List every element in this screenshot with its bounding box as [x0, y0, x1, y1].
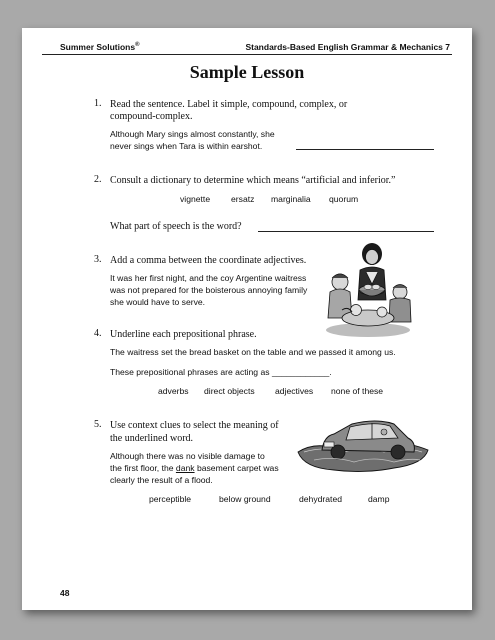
question-5-option-1[interactable]: perceptible [149, 494, 192, 504]
question-3-sentence-line-2: was not prepared for the boisterous annoying family [110, 285, 308, 295]
header-divider [42, 54, 452, 55]
worksheet-page [22, 28, 472, 610]
page-number: 48 [60, 588, 70, 598]
question-1-prompt-line-2: compound-complex. [110, 111, 193, 122]
question-5-prompt-line-1: Use context clues to select the meaning of [110, 420, 279, 431]
question-5-option-4[interactable]: damp [368, 494, 390, 504]
waitress-serving-family-illustration [322, 240, 414, 338]
question-2-option-2[interactable]: ersatz [231, 194, 255, 204]
question-4-option-4[interactable]: none of these [331, 386, 384, 396]
question-2-number: 2. [94, 174, 102, 185]
question-5-option-3[interactable]: dehydrated [299, 494, 343, 504]
question-1-sentence-line-1: Although Mary sings almost constantly, she [110, 129, 275, 139]
question-5-sentence-line-1: Although there was no visible damage to [110, 451, 265, 461]
question-5-sentence-line-3: clearly the result of a flood. [110, 475, 213, 485]
question-2-followup: What part of speech is the word? [110, 221, 242, 232]
question-4-option-2[interactable]: direct objects [204, 386, 255, 396]
question-5-sentence-line-2: the first floor, the dank basement carpet was [110, 463, 279, 473]
page-title: Sample Lesson [189, 62, 305, 82]
question-5-number: 5. [94, 419, 102, 430]
question-3-sentence-line-3: she would have to serve. [110, 297, 206, 307]
header-series-title: Summer Solutions® [60, 42, 140, 52]
question-5-option-2[interactable]: below ground [219, 494, 271, 504]
question-2-option-1[interactable]: vignette [180, 194, 211, 204]
flooded-car-illustration [294, 412, 432, 474]
question-1-answer-line[interactable] [296, 149, 434, 150]
question-3-prompt: Add a comma between the coordinate adjectives. [110, 255, 307, 266]
question-1-sentence-line-2: never sings when Tara is within earshot. [110, 141, 263, 151]
question-4-option-1[interactable]: adverbs [158, 386, 189, 396]
question-3-number: 3. [94, 254, 102, 265]
question-2-option-3[interactable]: marginalia [271, 194, 311, 204]
question-4-number: 4. [94, 328, 102, 339]
question-2-option-4[interactable]: quorum [329, 194, 359, 204]
underlined-word: dank [175, 463, 195, 473]
question-4-followup: These prepositional phrases are acting as ____________. [110, 367, 332, 377]
question-1-prompt-line-1: Read the sentence. Label it simple, compound, complex, or [110, 99, 348, 110]
question-4-prompt: Underline each prepositional phrase. [110, 329, 257, 340]
header-book-title: Standards-Based English Grammar & Mechanics 7 [245, 42, 450, 52]
question-3-sentence-line-1: It was her first night, and the coy Argentine waitress [110, 273, 307, 283]
question-2-prompt: Consult a dictionary to determine which means “artificial and inferior.” [110, 175, 396, 186]
question-4-sentence: The waitress set the bread basket on the table and we passed it among us. [110, 347, 396, 357]
question-1-number: 1. [94, 98, 102, 109]
question-2-answer-line[interactable] [258, 231, 434, 232]
question-5-prompt-line-2: the underlined word. [110, 433, 194, 444]
question-4-option-3[interactable]: adjectives [275, 386, 314, 396]
